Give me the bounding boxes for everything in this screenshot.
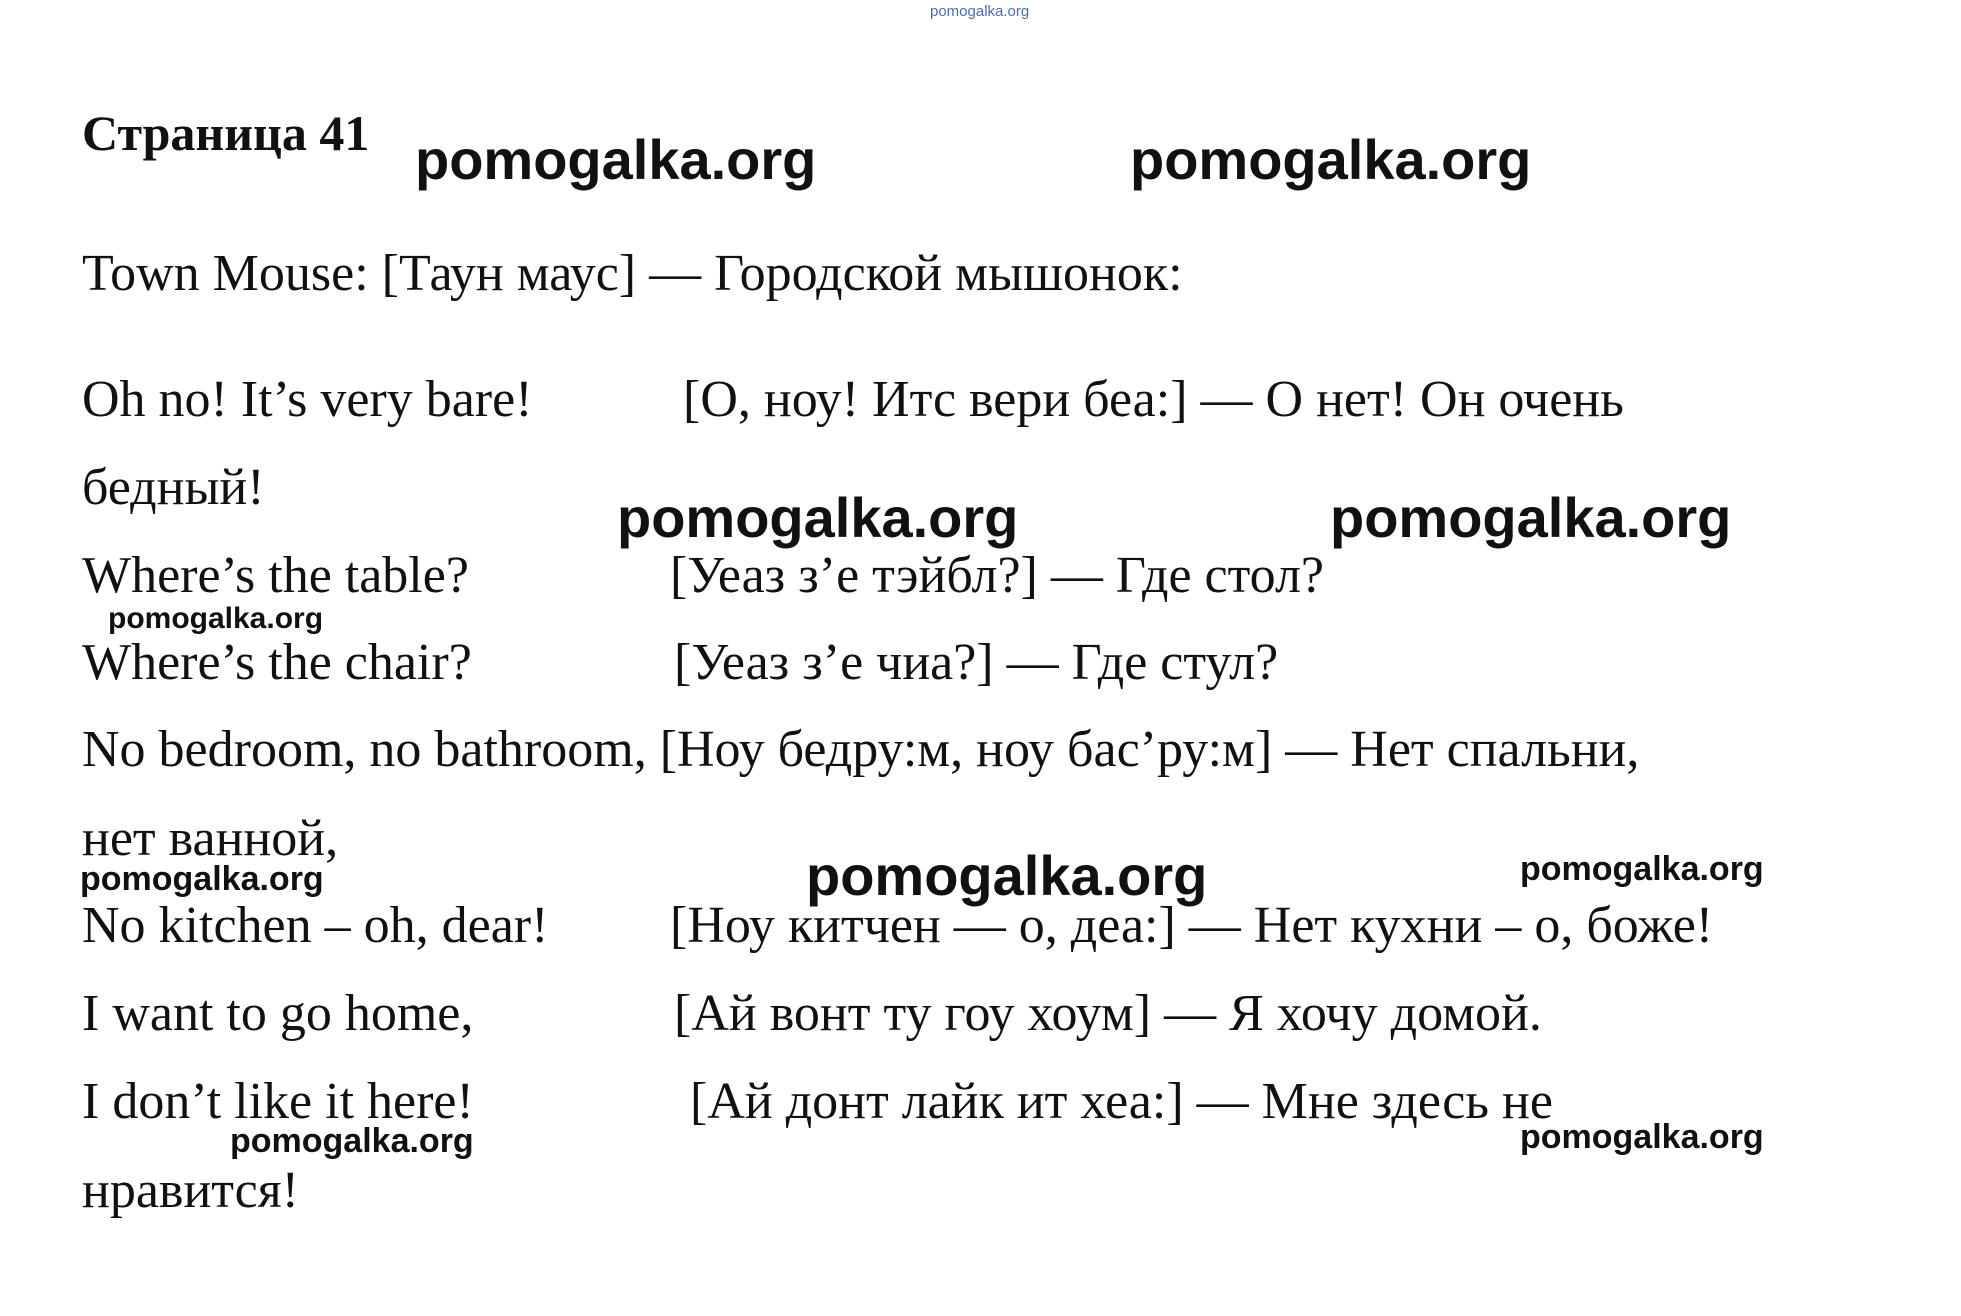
verse-line-ru: [Ай вонт ту гоу хоум] — Я хочу домой.	[674, 985, 1542, 1042]
watermark: pomogalka.org	[230, 1122, 474, 1160]
verse-line-en: No bedroom, no bathroom, [Ноу бедру:м, ноу бас’ру:м] — Нет спальни,	[82, 721, 1640, 778]
verse-line-ru: [Ай донт лайк ит хеа:] — Мне здесь не	[690, 1073, 1553, 1130]
verse-line-continuation: бедный!	[82, 459, 265, 516]
watermark: pomogalka.org	[806, 844, 1208, 907]
watermark: pomogalka.org	[415, 128, 817, 191]
top-watermark: pomogalka.org	[930, 3, 1030, 20]
watermark: pomogalka.org	[617, 486, 1019, 549]
watermark: pomogalka.org	[1520, 850, 1764, 888]
watermark: pomogalka.org	[1330, 486, 1732, 549]
watermark: pomogalka.org	[80, 860, 324, 898]
verse-line-continuation: нет ванной,	[82, 810, 339, 867]
verse-line-en: I don’t like it here!	[82, 1073, 474, 1130]
verse-line-en: I want to go home,	[82, 985, 474, 1042]
watermark: pomogalka.org	[1130, 128, 1532, 191]
verse-line-ru: [Ноу китчен — о, деа:] — Нет кухни – о, боже!	[670, 897, 1714, 954]
verse-line-ru: [Уеаз з’е чиа?] — Где стул?	[674, 634, 1279, 691]
verse-line-en: No kitchen – oh, dear!	[82, 897, 549, 954]
verse-line-en: Oh no! It’s very bare!	[82, 371, 533, 428]
verse-line-continuation: нравится!	[82, 1162, 299, 1219]
watermark: pomogalka.org	[1520, 1118, 1764, 1156]
page-title: Страница 41	[82, 105, 370, 161]
verse-line-en: Where’s the table?	[82, 547, 469, 604]
watermark: pomogalka.org	[108, 602, 324, 635]
verse-line-en: Where’s the chair?	[82, 634, 472, 691]
verse-line-ru: [О, ноу! Итс вери беа:] — О нет! Он очень	[683, 371, 1624, 428]
intro-line: Town Mouse: [Таун маус] — Городской мышонок:	[82, 245, 1183, 302]
verse-line-ru: [Уеаз з’е тэйбл?] — Где стол?	[670, 547, 1324, 604]
